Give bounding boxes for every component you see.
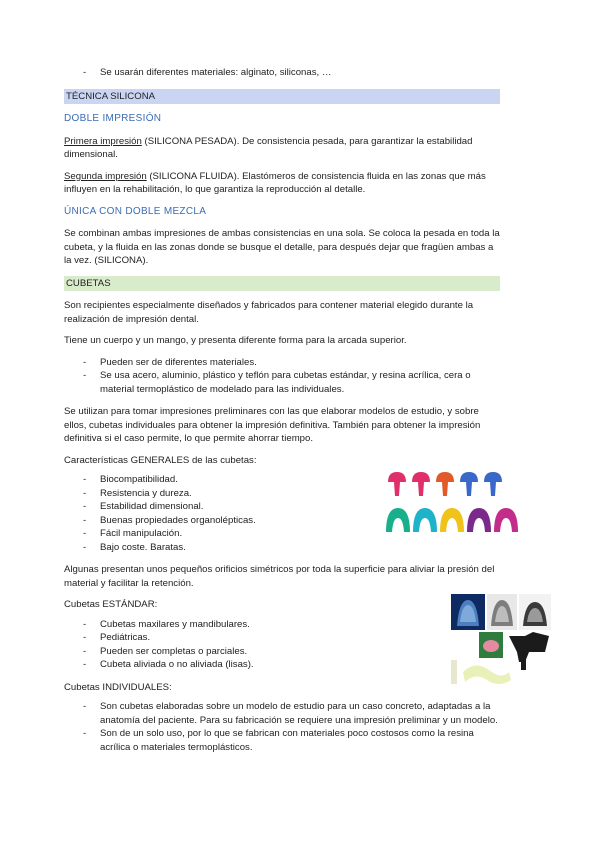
small-tray-shape bbox=[412, 472, 430, 496]
document-page bbox=[64, 66, 500, 763]
small-tray-shape bbox=[484, 472, 502, 496]
colored-trays-svg bbox=[384, 468, 520, 538]
list-item: - Cubeta aliviada o no aliviada (lisas). bbox=[64, 658, 444, 672]
list-item: - Resistencia y dureza. bbox=[64, 487, 500, 501]
list-item: - Pueden ser completas o parciales. bbox=[64, 645, 444, 659]
paragraph-primera-impresion bbox=[64, 135, 500, 162]
subheading-unica-doble-mezcla: ÚNICA CON DOBLE MEZCLA bbox=[64, 205, 207, 217]
term-segunda-impresion: Segunda impresión bbox=[64, 170, 147, 182]
list-item: - Son cubetas elaboradas sobre un modelo de estudio para un caso concreto, adaptadas a la anatomía del paciente. Para su fabricación se requiere una impresión preliminar y un modelo. bbox=[64, 700, 500, 727]
paragraph-cubetas-definicion: Son recipientes especialmente diseñados y fabricados para contener material elegido durante la realización de impresión dental. bbox=[64, 300, 474, 325]
text-primera-impresion: (SILICONA PESADA). De consistencia pesada, para garantizar la estabilidad dimensional. bbox=[64, 135, 473, 160]
paragraph-cubetas-cuerpo: Tiene un cuerpo y un mango, y presenta diferente forma para la arcada superior. bbox=[64, 335, 407, 346]
list-item: - Son de un solo uso, por lo que se fabrican con materiales poco costosos como la resina acrílica o materiales termoplásticos. bbox=[64, 727, 500, 754]
large-tray-shape bbox=[413, 508, 437, 532]
colored-trays-image bbox=[384, 468, 520, 538]
standard-trays-svg bbox=[449, 592, 553, 688]
text-segunda-impresion: (SILICONA FLUIDA). Elastómeros de consistencia fluida en las zonas que más influyen en la rehabilitación, lo que garantiza la reproducción al detalle. bbox=[64, 170, 486, 195]
large-tray-shape bbox=[440, 508, 464, 532]
list-item: - Fácil manipulación. bbox=[64, 527, 500, 541]
subheading-doble-impresion: DOBLE IMPRESIÓN bbox=[64, 113, 162, 124]
term-primera-impresion: Primera impresión bbox=[64, 135, 142, 147]
list-item: - Pueden ser de diferentes materiales. bbox=[64, 356, 500, 370]
list-cubetas-individuales bbox=[64, 700, 500, 754]
paragraph-orificios: Algunas presentan unos pequeños orificios simétricos por toda la superficie para aliviar la presión del material y facilitar la retención. bbox=[64, 564, 495, 589]
standard-trays-image bbox=[449, 592, 553, 688]
small-tray-shape bbox=[460, 472, 478, 496]
heading-caracteristicas-generales: Características GENERALES de las cubetas: bbox=[64, 454, 257, 466]
paragraph-cubetas-uso: Se utilizan para tomar impresiones preliminares con las que elaborar modelos de estudio, y sobre ellos, cubetas individuales para obtener la impresión definitiva. También para obtener la impresión definitiva si el caso permite, lo que permite ahorrar tiempo. bbox=[64, 406, 481, 444]
list-item: - Se usa acero, aluminio, plástico y teflón para cubetas estándar, y resina acrílica, cera o material termoplástico de modelado para las individuales. bbox=[64, 369, 500, 396]
handle-photo bbox=[451, 660, 457, 684]
list-cubetas-estandar bbox=[64, 618, 444, 672]
list-item: - Buenas propiedades organolépticas. bbox=[64, 514, 500, 528]
small-tray-shape bbox=[388, 472, 406, 496]
list-item: - Pediátricas. bbox=[64, 631, 444, 645]
heading-cubetas-estandar: Cubetas ESTÁNDAR: bbox=[64, 599, 158, 610]
black-tray-photo bbox=[509, 632, 549, 662]
paragraph-segunda-impresion bbox=[64, 170, 500, 197]
list-item: - Se usarán diferentes materiales: alginato, siliconas, … bbox=[64, 66, 500, 80]
section-header-cubetas: CUBETAS bbox=[64, 276, 500, 292]
list-item: - Estabilidad dimensional. bbox=[64, 500, 500, 514]
large-tray-shape bbox=[467, 508, 491, 532]
intro-list bbox=[64, 66, 500, 80]
large-tray-shape bbox=[494, 508, 518, 532]
heading-cubetas-individuales: Cubetas INDIVIDUALES: bbox=[64, 681, 172, 693]
section-header-tecnica-silicona: TÉCNICA SILICONA bbox=[64, 89, 500, 105]
list-item: - Bajo coste. Baratas. bbox=[64, 541, 500, 555]
paragraph-unica: Se combinan ambas impresiones de ambas consistencias en una sola. Se coloca la pesada en toda la cubeta, y la fluida en las zonas donde se busque el detalle, para después dejar que fragüen ambas a la vez. (SILICONA). bbox=[64, 228, 500, 266]
list-item: - Biocompatibilidad. bbox=[64, 473, 500, 487]
small-tray-shape bbox=[436, 472, 454, 496]
model-gum-shape bbox=[483, 640, 499, 652]
list-cubetas-materiales bbox=[64, 356, 500, 397]
black-tray-handle bbox=[521, 654, 526, 670]
large-tray-shape bbox=[386, 508, 410, 532]
yellow-tray-photo bbox=[463, 665, 511, 684]
list-item: - Cubetas maxilares y mandibulares. bbox=[64, 618, 444, 632]
